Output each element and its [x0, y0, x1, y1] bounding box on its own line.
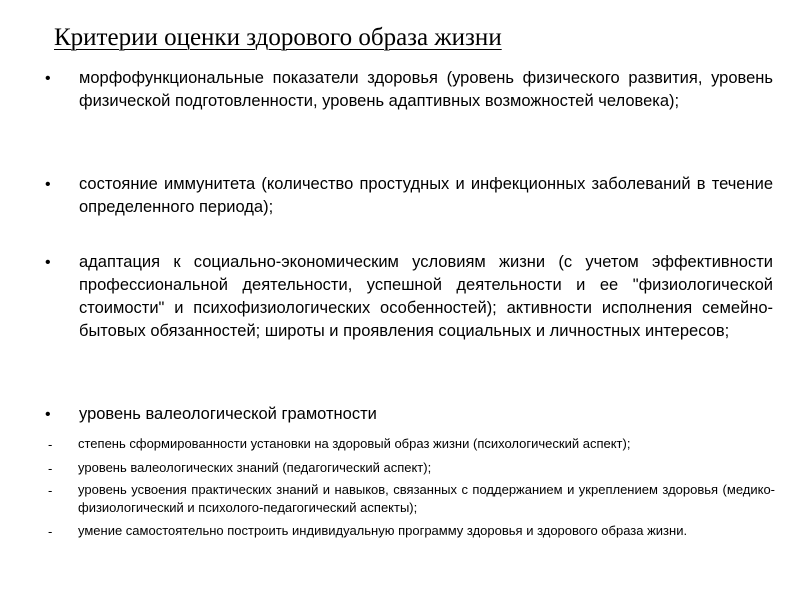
bullet-marker: •	[45, 254, 51, 271]
dash-marker: -	[48, 483, 53, 498]
criteria-text: состояние иммунитета (количество простудных и инфекционных заболеваний в течение определенного периода);	[79, 175, 773, 216]
dash-marker: -	[48, 437, 53, 452]
criteria-text: адаптация к социально-экономическим условиям жизни (с учетом эффективности профессиональной деятельности, успешной деятельности и ее "физиологической стоимости" и психофизиологических особенностей); активности исполнения семейно-бытовых обязанностей; широты и проявления социальных и личностных интересов;	[79, 253, 773, 340]
subitem-text: степень сформированности установки на здоровый образ жизни (психологический аспект);	[78, 436, 631, 451]
bullet-marker: •	[45, 70, 51, 87]
subitem-text: уровень валеологических знаний (педагогический аспект);	[78, 460, 432, 475]
bullet-marker: •	[45, 176, 51, 193]
subitem-text: умение самостоятельно построить индивидуальную программу здоровья и здорового образа жизни.	[78, 523, 688, 538]
dash-marker: -	[48, 524, 53, 539]
subitem-text: уровень усвоения практических знаний и навыков, связанных с поддержанием и укреплением здоровья (медико-физиологический и психолого-педагогический аспекты);	[78, 482, 775, 515]
dash-marker: -	[48, 461, 53, 476]
bullet-marker: •	[45, 406, 51, 423]
slide-title: Критерии оценки здорового образа жизни	[54, 24, 502, 51]
criteria-text: морфофункциональные показатели здоровья (уровень физического развития, уровень физической подготовленности, уровень адаптивных возможностей человека);	[79, 69, 773, 110]
criteria-text: уровень валеологической грамотности	[79, 405, 377, 423]
